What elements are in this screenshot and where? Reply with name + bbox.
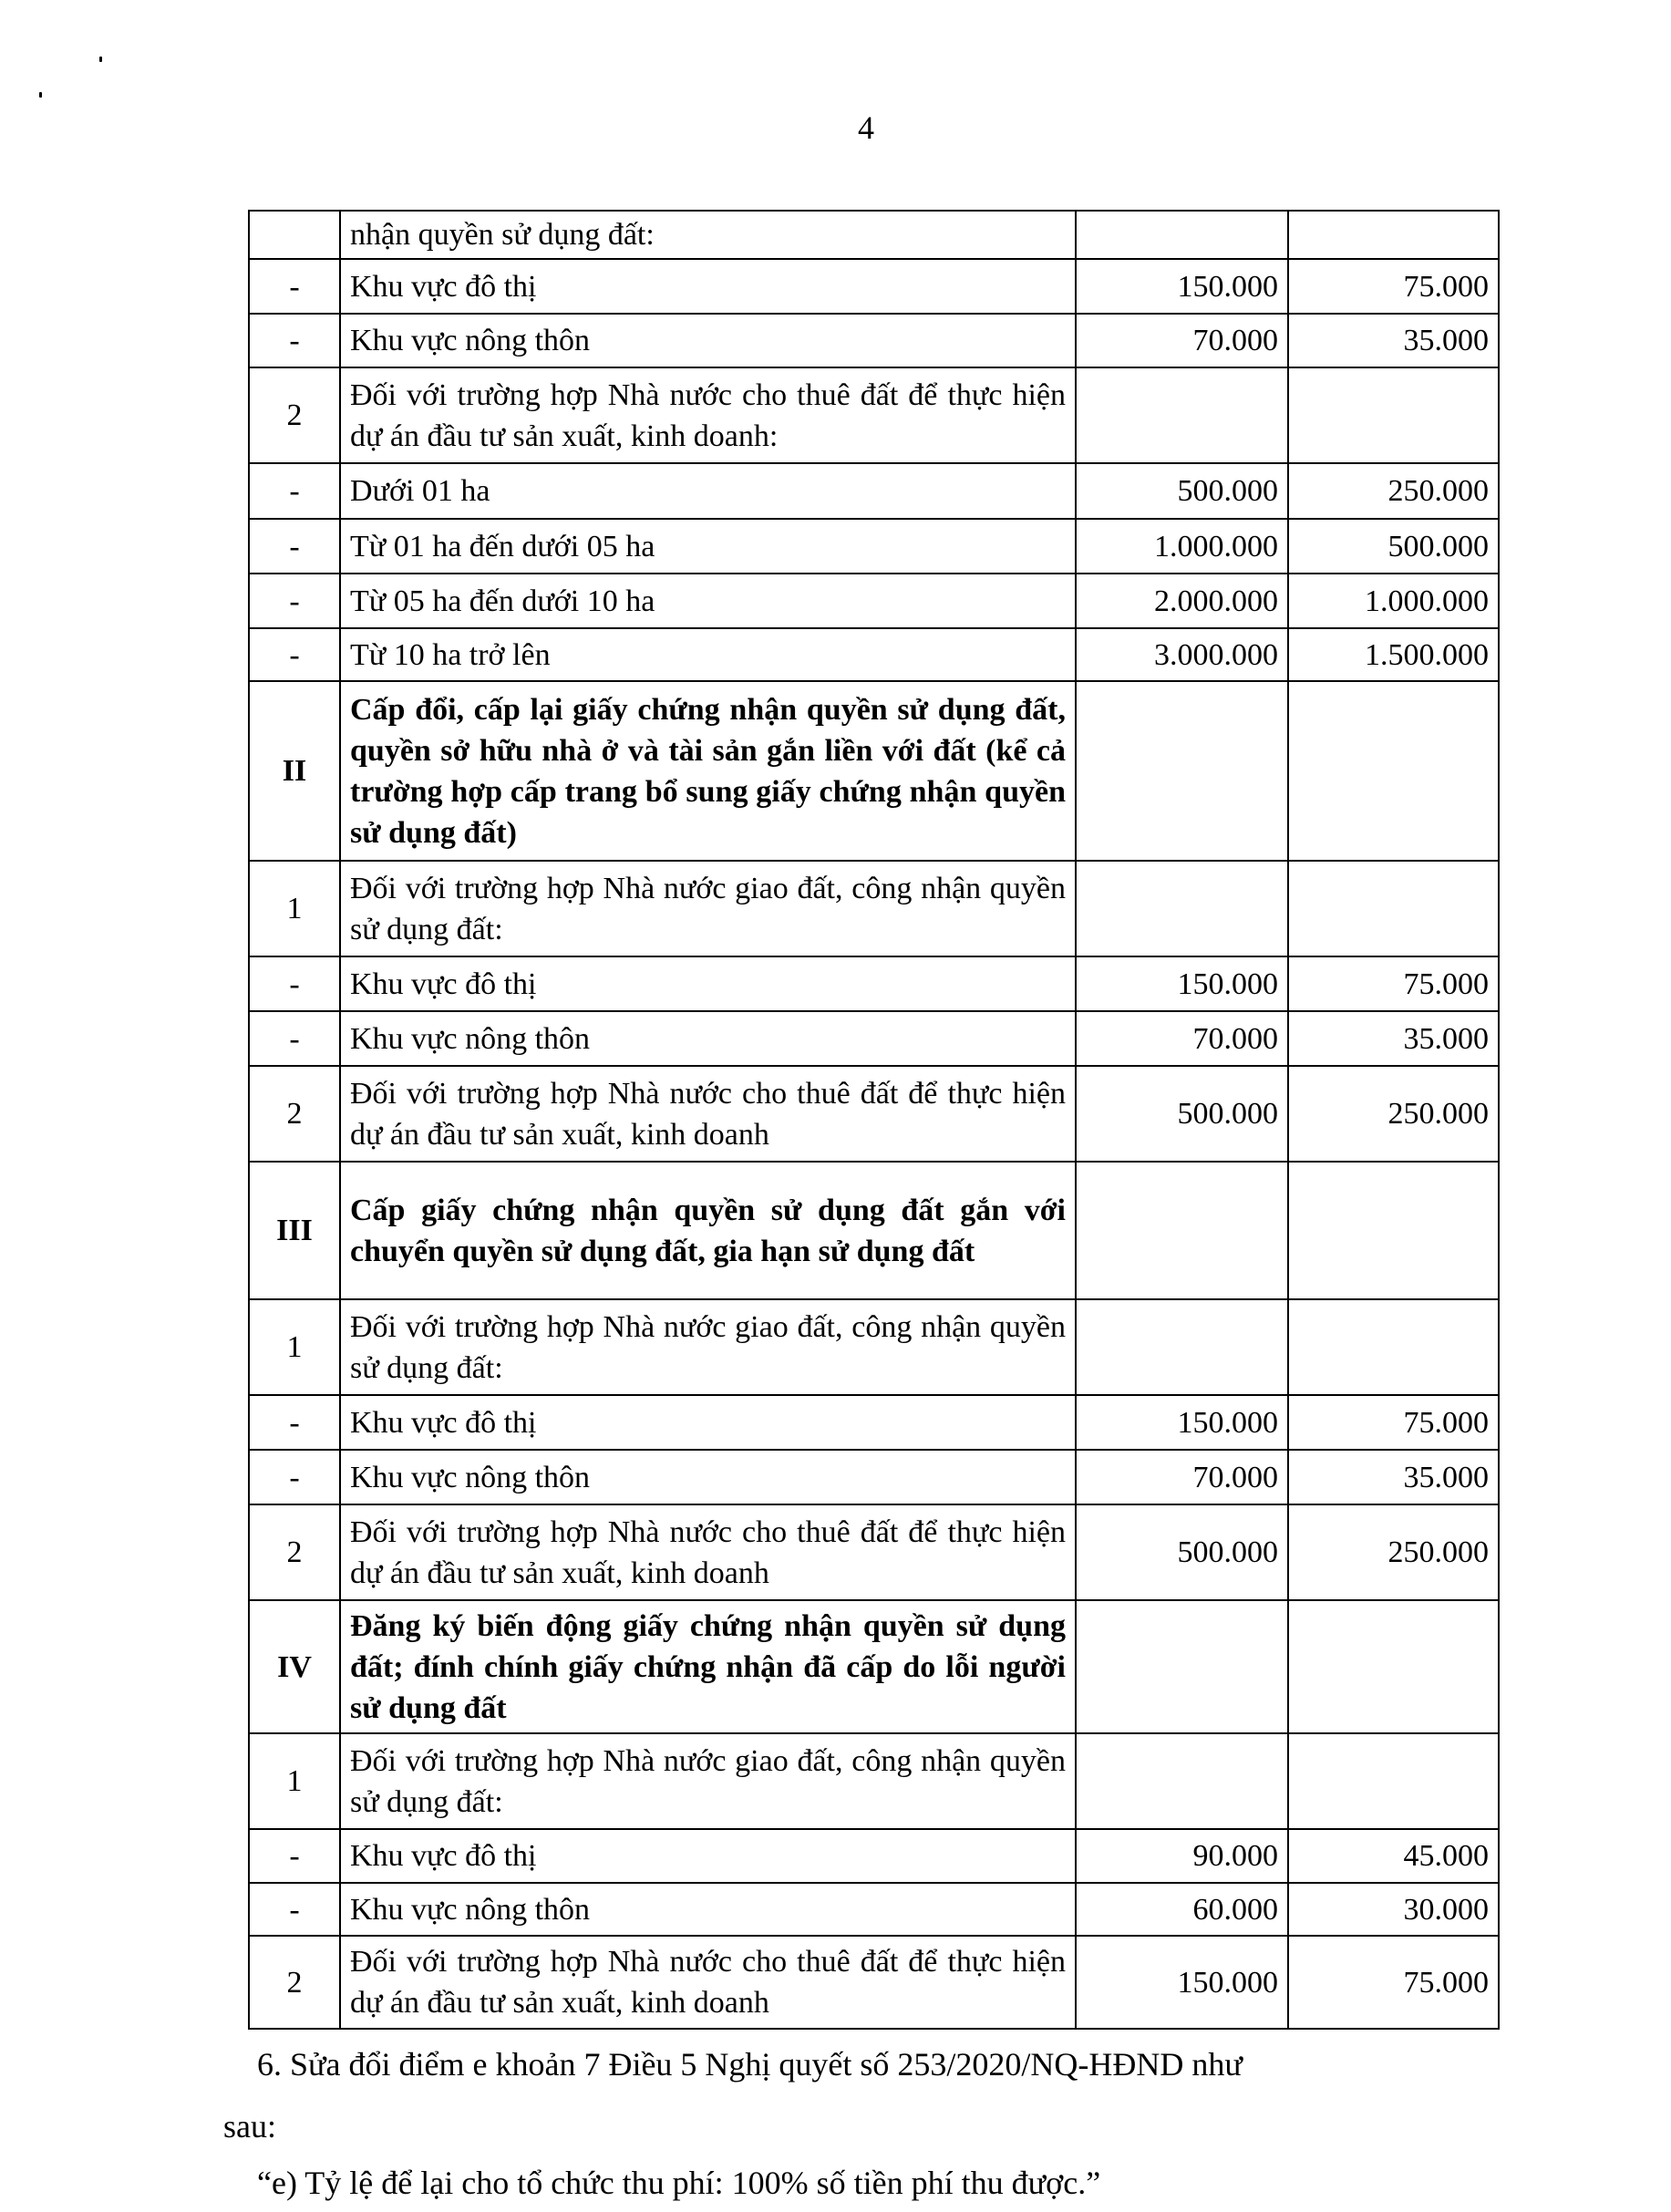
description-cell: Đối với trường hợp Nhà nước cho thuê đất để thực hiện dự án đầu tư sản xuất, kinh doanh — [340, 1504, 1076, 1600]
fee-value-cell: 500.000 — [1076, 1504, 1288, 1600]
row-number-cell: - — [249, 259, 340, 314]
reduced-fee-value-cell — [1288, 861, 1499, 956]
fee-value-cell: 500.000 — [1076, 463, 1288, 519]
row-number-cell: - — [249, 314, 340, 367]
table-row — [249, 1450, 1499, 1504]
description-cell: Từ 10 ha trở lên — [340, 628, 1076, 681]
table-row — [249, 259, 1499, 314]
description-cell: Đăng ký biến động giấy chứng nhận quyền sử dụng đất; đính chính giấy chứng nhận đã cấp do lỗi người sử dụng đất — [340, 1600, 1076, 1733]
table-row — [249, 1011, 1499, 1066]
row-number-cell: II — [249, 681, 340, 861]
reduced-fee-value-cell — [1288, 211, 1499, 259]
fee-value-cell: 2.000.000 — [1076, 574, 1288, 628]
description-cell: Khu vực đô thị — [340, 956, 1076, 1011]
table-section-row — [249, 1162, 1499, 1299]
row-number-cell: - — [249, 1829, 340, 1883]
row-number-cell: - — [249, 519, 340, 574]
amendment-paragraph-continuation: sau: — [223, 2108, 276, 2145]
table-row — [249, 1829, 1499, 1883]
fee-table — [248, 210, 1500, 2030]
description-cell: Đối với trường hợp Nhà nước giao đất, công nhận quyền sử dụng đất: — [340, 1299, 1076, 1395]
table-row — [249, 1936, 1499, 2029]
row-number-cell: - — [249, 463, 340, 519]
reduced-fee-value-cell: 75.000 — [1288, 1936, 1499, 2029]
table-row — [249, 314, 1499, 367]
reduced-fee-value-cell: 250.000 — [1288, 463, 1499, 519]
description-cell: Khu vực đô thị — [340, 1395, 1076, 1450]
description-cell: Khu vực nông thôn — [340, 1883, 1076, 1936]
fee-value-cell: 3.000.000 — [1076, 628, 1288, 681]
description-cell: nhận quyền sử dụng đất: — [340, 211, 1076, 259]
fee-value-cell: 70.000 — [1076, 1450, 1288, 1504]
description-cell: Từ 01 ha đến dưới 05 ha — [340, 519, 1076, 574]
fee-value-cell: 150.000 — [1076, 1936, 1288, 2029]
table-row — [249, 1299, 1499, 1395]
row-number-cell: - — [249, 956, 340, 1011]
description-cell: Khu vực nông thôn — [340, 1450, 1076, 1504]
row-number-cell: III — [249, 1162, 340, 1299]
reduced-fee-value-cell: 35.000 — [1288, 1011, 1499, 1066]
fee-value-cell: 500.000 — [1076, 1066, 1288, 1162]
reduced-fee-value-cell: 250.000 — [1288, 1504, 1499, 1600]
reduced-fee-value-cell: 45.000 — [1288, 1829, 1499, 1883]
description-cell: Cấp giấy chứng nhận quyền sử dụng đất gắn với chuyển quyền sử dụng đất, gia hạn sử dụng đất — [340, 1162, 1076, 1299]
reduced-fee-value-cell — [1288, 1299, 1499, 1395]
row-number-cell: 1 — [249, 1733, 340, 1829]
row-number-cell: - — [249, 1883, 340, 1936]
reduced-fee-value-cell: 30.000 — [1288, 1883, 1499, 1936]
fee-value-cell — [1076, 1162, 1288, 1299]
reduced-fee-value-cell — [1288, 681, 1499, 861]
reduced-fee-value-cell: 35.000 — [1288, 1450, 1499, 1504]
fee-value-cell — [1076, 861, 1288, 956]
fee-value-cell — [1076, 681, 1288, 861]
reduced-fee-value-cell: 250.000 — [1288, 1066, 1499, 1162]
row-number-cell: 2 — [249, 367, 340, 463]
description-cell: Khu vực đô thị — [340, 259, 1076, 314]
reduced-fee-value-cell — [1288, 1733, 1499, 1829]
fee-value-cell: 150.000 — [1076, 956, 1288, 1011]
table-row — [249, 956, 1499, 1011]
fee-table-body — [249, 211, 1499, 2029]
row-number-cell: - — [249, 1450, 340, 1504]
fee-value-cell: 70.000 — [1076, 314, 1288, 367]
row-number-cell: 2 — [249, 1066, 340, 1162]
table-row — [249, 1395, 1499, 1450]
reduced-fee-value-cell — [1288, 1162, 1499, 1299]
table-row — [249, 463, 1499, 519]
fee-value-cell — [1076, 211, 1288, 259]
description-cell: Đối với trường hợp Nhà nước giao đất, công nhận quyền sử dụng đất: — [340, 1733, 1076, 1829]
fee-value-cell: 150.000 — [1076, 1395, 1288, 1450]
description-cell: Khu vực nông thôn — [340, 1011, 1076, 1066]
table-section-row — [249, 681, 1499, 861]
row-number-cell: - — [249, 1395, 340, 1450]
table-row — [249, 1504, 1499, 1600]
quoted-amendment-text: “e) Tỷ lệ để lại cho tổ chức thu phí: 100% số tiền phí thu được.” — [257, 2165, 1101, 2201]
table-row — [249, 211, 1499, 259]
page-number: 4 — [858, 109, 874, 146]
table-row — [249, 1883, 1499, 1936]
scan-speck — [39, 92, 42, 98]
description-cell: Từ 05 ha đến dưới 10 ha — [340, 574, 1076, 628]
table-row — [249, 1066, 1499, 1162]
row-number-cell: - — [249, 628, 340, 681]
fee-value-cell — [1076, 1299, 1288, 1395]
row-number-cell: 2 — [249, 1936, 340, 2029]
row-number-cell: IV — [249, 1600, 340, 1733]
table-row — [249, 628, 1499, 681]
description-cell: Đối với trường hợp Nhà nước cho thuê đất để thực hiện dự án đầu tư sản xuất, kinh doanh — [340, 1936, 1076, 2029]
reduced-fee-value-cell: 75.000 — [1288, 259, 1499, 314]
fee-value-cell: 90.000 — [1076, 1829, 1288, 1883]
table-row — [249, 1733, 1499, 1829]
row-number-cell: - — [249, 574, 340, 628]
table-row — [249, 367, 1499, 463]
reduced-fee-value-cell — [1288, 1600, 1499, 1733]
fee-value-cell: 60.000 — [1076, 1883, 1288, 1936]
reduced-fee-value-cell: 35.000 — [1288, 314, 1499, 367]
description-cell: Khu vực đô thị — [340, 1829, 1076, 1883]
fee-value-cell: 150.000 — [1076, 259, 1288, 314]
reduced-fee-value-cell: 75.000 — [1288, 956, 1499, 1011]
fee-value-cell — [1076, 367, 1288, 463]
description-cell: Cấp đổi, cấp lại giấy chứng nhận quyền sử dụng đất, quyền sở hữu nhà ở và tài sản gắn liền với đất (kể cả trường hợp cấp trang bổ sung giấy chứng nhận quyền sử dụng đất) — [340, 681, 1076, 861]
reduced-fee-value-cell — [1288, 367, 1499, 463]
table-row — [249, 519, 1499, 574]
row-number-cell: 1 — [249, 861, 340, 956]
fee-value-cell — [1076, 1733, 1288, 1829]
table-row — [249, 574, 1499, 628]
description-cell: Đối với trường hợp Nhà nước giao đất, công nhận quyền sử dụng đất: — [340, 861, 1076, 956]
fee-value-cell: 1.000.000 — [1076, 519, 1288, 574]
row-number-cell: 2 — [249, 1504, 340, 1600]
table-section-row — [249, 1600, 1499, 1733]
row-number-cell: 1 — [249, 1299, 340, 1395]
description-cell: Khu vực nông thôn — [340, 314, 1076, 367]
description-cell: Đối với trường hợp Nhà nước cho thuê đất để thực hiện dự án đầu tư sản xuất, kinh doanh — [340, 1066, 1076, 1162]
amendment-paragraph: 6. Sửa đổi điểm e khoản 7 Điều 5 Nghị quyết số 253/2020/NQ-HĐND như — [257, 2046, 1243, 2083]
reduced-fee-value-cell: 1.500.000 — [1288, 628, 1499, 681]
fee-value-cell: 70.000 — [1076, 1011, 1288, 1066]
table-row — [249, 861, 1499, 956]
row-number-cell — [249, 211, 340, 259]
fee-value-cell — [1076, 1600, 1288, 1733]
reduced-fee-value-cell: 1.000.000 — [1288, 574, 1499, 628]
reduced-fee-value-cell: 75.000 — [1288, 1395, 1499, 1450]
scan-speck — [99, 57, 102, 62]
row-number-cell: - — [249, 1011, 340, 1066]
reduced-fee-value-cell: 500.000 — [1288, 519, 1499, 574]
description-cell: Đối với trường hợp Nhà nước cho thuê đất để thực hiện dự án đầu tư sản xuất, kinh doanh: — [340, 367, 1076, 463]
description-cell: Dưới 01 ha — [340, 463, 1076, 519]
